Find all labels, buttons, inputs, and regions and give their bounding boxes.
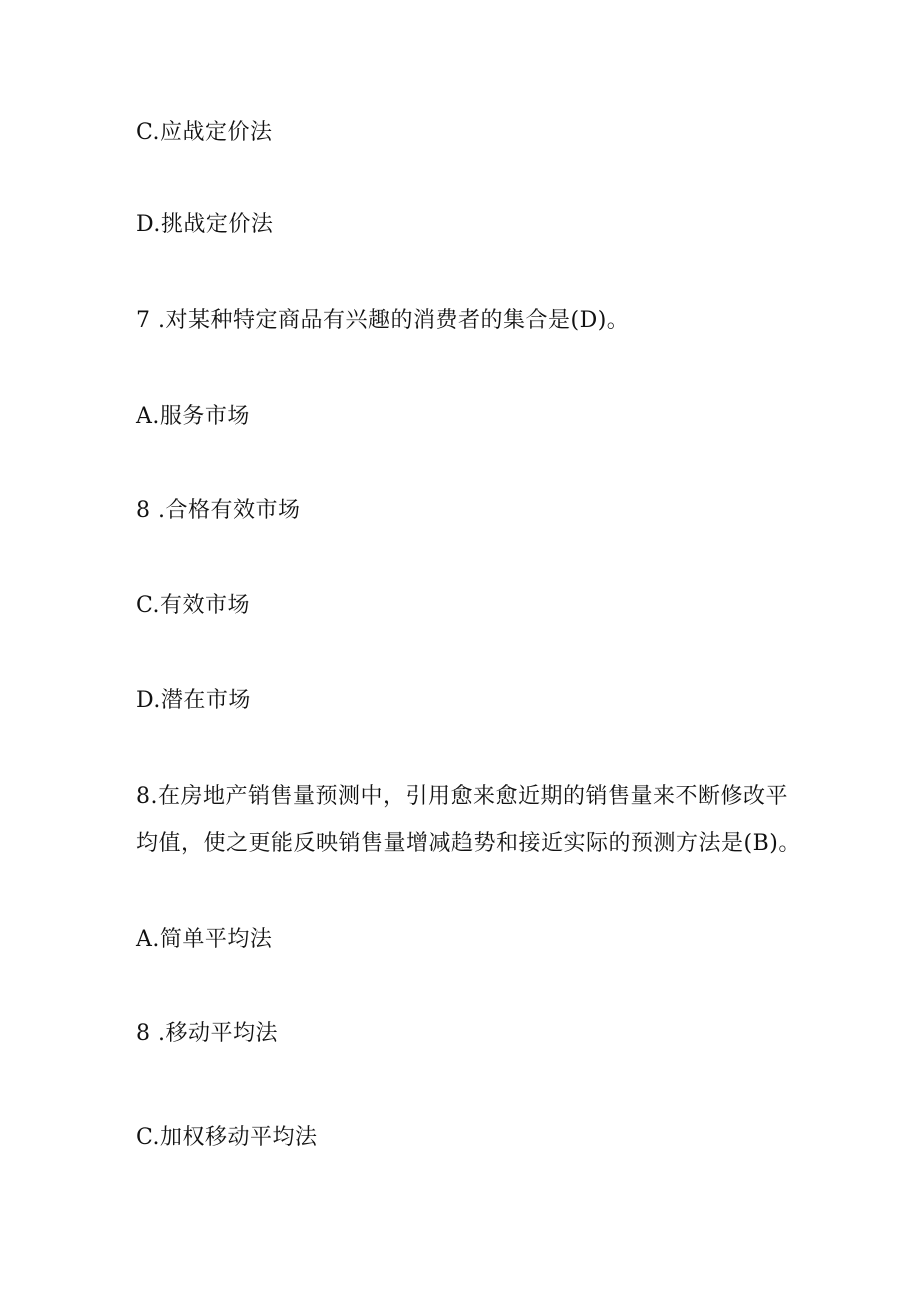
question-7-line: 7 .对某种特定商品有兴趣的消费者的集合是(D)。 — [136, 308, 630, 333]
option-c-line: C.应战定价法 — [136, 120, 273, 145]
option-d-line: D.挑战定价法 — [136, 212, 274, 237]
option-d-line-2: D.潜在市场 — [136, 688, 251, 713]
question-8-line-2: 均值，使之更能反映销售量增减趋势和接近实际的预测方法是(B)。 — [136, 831, 801, 856]
option-c-line-3: C.加权移动平均法 — [136, 1125, 318, 1150]
option-c-line-2: C.有效市场 — [136, 593, 251, 618]
option-b-line-2: 8 .移动平均法 — [136, 1021, 278, 1046]
option-a-line: A.服务市场 — [136, 404, 250, 429]
option-b-line: 8 .合格有效市场 — [136, 498, 301, 523]
question-8-line-1: 8.在房地产销售量预测中，引用愈来愈近期的销售量来不断修改平 — [136, 784, 788, 809]
option-a-line-2: A.简单平均法 — [136, 927, 273, 952]
